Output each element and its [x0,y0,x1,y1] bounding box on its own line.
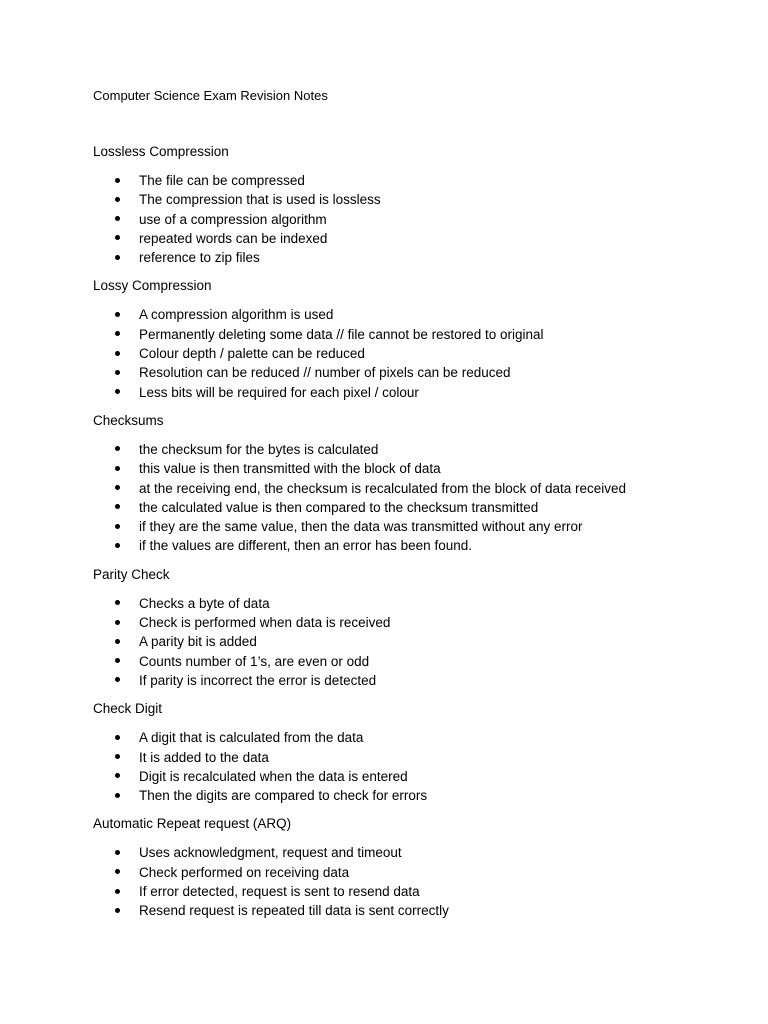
bullet-icon [115,504,120,509]
bullet-icon [115,600,120,605]
bullet-icon [115,197,120,202]
section-heading: Lossless Compression [93,144,229,159]
bullet-icon [115,639,120,644]
bullet-list [93,305,733,401]
list-item-text: Resolution can be reduced // number of pixels can be reduced [139,365,511,381]
bullet-icon [115,446,120,451]
bullet-list [93,594,733,690]
list-item [93,843,733,862]
list-item-text: The file can be compressed [139,173,305,188]
list-item-text: Check is performed when data is received [139,615,391,631]
list-item-text: Colour depth / palette can be reduced [139,346,365,362]
list-item [93,863,733,882]
bullet-icon [115,677,120,682]
bullet-icon [115,216,120,221]
list-item [93,613,733,632]
bullet-icon [115,485,120,490]
section-heading: Checksums [93,412,164,428]
bullet-icon [115,312,120,317]
bullet-icon [115,869,120,874]
list-item-text: Check performed on receiving data [139,864,350,880]
list-item [93,248,733,267]
list-item-text: at the receiving end, the checksum is recalculated from the block of data received [139,480,627,496]
list-item [93,748,733,767]
list-item [93,517,733,536]
list-item [93,383,733,402]
list-item-text: Resend request is repeated till data is sent correctly [139,903,449,919]
list-item-text: Digit is recalculated when the data is entered [139,768,408,784]
section-heading: Lossy Compression [93,278,212,294]
list-item [93,882,733,901]
bullet-icon [115,524,120,529]
list-item [93,652,733,671]
list-item [93,210,733,229]
list-item-text: Counts number of 1’s, are even or odd [139,653,370,669]
bullet-icon [115,255,120,260]
list-item [93,536,733,555]
bullet-icon [115,235,120,240]
section-heading: Parity Check [93,566,170,582]
list-item-text: A compression algorithm is used [139,307,334,323]
list-item [93,786,733,805]
list-item-text: It is added to the data [139,749,269,765]
list-item [93,171,733,190]
list-item [93,325,733,344]
bullet-icon [115,735,120,740]
list-item [93,479,733,498]
list-item-text: Uses acknowledgment, request and timeout [139,845,402,861]
bullet-icon [115,908,120,913]
bullet-list [93,171,733,267]
list-item-text: the calculated value is then compared to the checksum transmitted [139,499,539,515]
bullet-icon [115,754,120,759]
list-item [93,728,733,747]
list-item-text: reference to zip files [139,250,260,266]
list-item-text: if the values are different, then an error has been found. [139,538,472,554]
bullet-list [93,440,733,556]
list-item-text: If error detected, request is sent to resend data [139,884,420,900]
list-item-text: use of a compression algorithm [139,211,327,227]
bullet-list [93,728,733,805]
list-item [93,594,733,613]
bullet-icon [115,620,120,625]
list-item-text: this value is then transmitted with the block of data [139,461,441,477]
bullet-icon [115,658,120,663]
bullet-icon [115,370,120,375]
section-heading: Check Digit [93,701,163,717]
list-item [93,767,733,786]
list-item-text: repeated words can be indexed [139,230,328,246]
section-heading: Automatic Repeat request (ARQ) [93,816,292,832]
document-title: Computer Science Exam Revision Notes [93,88,328,103]
bullet-icon [115,178,120,183]
list-item [93,190,733,209]
bullet-icon [115,850,120,855]
list-item-text: Less bits will be required for each pixel / colour [139,384,419,400]
list-item-text: the checksum for the bytes is calculated [139,441,379,457]
list-item [93,901,733,920]
list-item-text: if they are the same value, then the data was transmitted without any error [139,519,583,535]
bullet-icon [115,889,120,894]
bullet-icon [115,466,120,471]
list-item-text: Permanently deleting some data // file cannot be restored to original [139,326,544,342]
list-item-text: Checks a byte of data [139,595,270,611]
bullet-icon [115,351,120,356]
list-item-text: A parity bit is added [139,634,257,650]
list-item [93,632,733,651]
bullet-icon [115,773,120,778]
sections-container [93,143,733,931]
list-item-text: Then the digits are compared to check for errors [139,788,428,804]
bullet-icon [115,543,120,548]
list-item-text: The compression that is used is lossless [139,192,381,208]
bullet-icon [115,389,120,394]
bullet-list [93,843,733,920]
list-item [93,344,733,363]
list-item [93,498,733,517]
list-item [93,229,733,248]
list-item [93,440,733,459]
list-item [93,305,733,324]
list-item-text: If parity is incorrect the error is detected [139,672,377,688]
list-item-text: A digit that is calculated from the data [139,730,364,746]
bullet-icon [115,331,120,336]
bullet-icon [115,793,120,798]
list-item [93,363,733,382]
list-item [93,671,733,690]
list-item [93,459,733,478]
